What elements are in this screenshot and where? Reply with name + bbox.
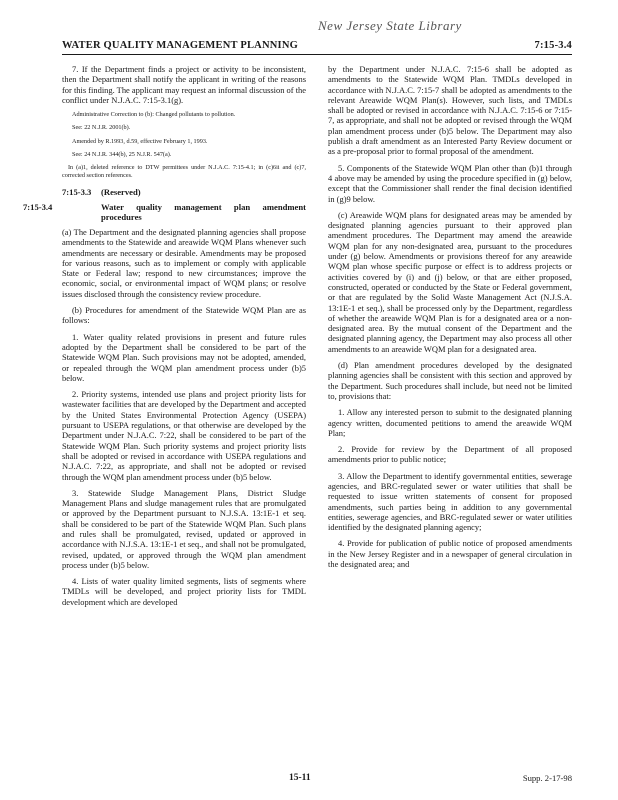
paragraph-b1: 1. Water quality related provisions in present and future rules adopted by the Department shall be considered to be part of the Statewide WQM Plan. Such provisions may not be adopted, amended, or repealed through the WQM plan amendment process under (b)5 below.	[62, 331, 306, 383]
history-note: Administrative Correction to (b): Changed pollutants to pollution.	[72, 111, 236, 119]
history-note: Amended by R.1993, d.59, effective February 1, 1993.	[72, 137, 208, 145]
header-section-number: 7:15-3.4	[534, 40, 572, 51]
paragraph-7: 7. If the Department finds a project or activity to be inconsistent, then the Department shall notify the applicant in writing of the reasons for this finding. The applicant may request an informal discussion of the conflict under N.J.A.C. 7:15-3.1(g).	[62, 64, 307, 105]
section-heading-3-3	[62, 187, 306, 197]
paragraph-b2: 2. Priority systems, intended use plans and project priority lists for wastewater facilities that are developed by the Department and accepted by the United States Environmental Protection Agency (USEPA) pursuant to USEPA regulations, or that otherwise are developed by the Department under N.J.A.C. 7:22, shall be considered to be part of the Statewide WQM Plan. Such priority systems and project priority lists shall be adopted or revised in accordance with USEPA regulations and N.J.A.C. 7:22, as appropriate, and shall not be adopted or revised through the WQM plan amendment process under (b)5 below.	[62, 389, 306, 482]
section-number: 7:15-3.3	[62, 186, 92, 197]
paragraph-d2: 2. Provide for review by the Department of all proposed amendments prior to public notice;	[328, 444, 572, 465]
section-title: Water quality management plan amendment procedures	[101, 201, 306, 222]
paragraph-d1: 1. Allow any interested person to submit to the designated planning agency written, documented petitions to amend the areawide WQM Plan;	[328, 407, 572, 438]
paragraph-c: (c) Areawide WQM plans for designated areas may be amended by designated planning agencies pursuant to their approved plan amendment procedures. The Department may amend the areawide WQM plan for any non-designated area, pursuant to the procedures under (g) below. Amendments or provisions thereof for any areawide WQM plan whose specific purpose or effect is to address projects or activities covered by (i) and (j) below, or that are either proposed, constructed, operated or conducted by the State or Federal government, or that are regulated by the Solid Waste Management Act (N.J.S.A. 13:1E-1 et seq.), shall be processed only by the Department, regardless of whether the areawide WQM Plan is for a designated area or a non-designated area. By the mutual consent of the Department and the designated planning agency, the Department may also process all other amendments to an areawide WQM plan for a designated area.	[328, 209, 572, 354]
supplement-date: Supp. 2-17-98	[522, 773, 572, 783]
header-rule	[62, 54, 572, 55]
history-note: See: 22 N.J.R. 2001(b).	[72, 124, 131, 132]
section-number: 7:15-3.4	[23, 201, 53, 212]
paragraph-b4-continued: by the Department under N.J.A.C. 7:15-6 shall be adopted as amendments to the Statewide WQM Plan. TMDLs developed in accordance with N.J.A.C. 7:15-7 shall be adopted as amendments to the relevant Areawide WQM Plan(s). However, such lists, and TMDLs shall be adopted or revised in accordance with N.J.A.C. 7:15-6 or 7:15-7, as appropriate, and shall not be adopted or revised through the WQM plan amendment process under (b)5 below. The Department may also publish a draft amendment as an Interested Party Review document or as a pre-proposal prior to formal proposal of the amendment.	[328, 64, 572, 157]
paragraph-b3: 3. Statewide Sludge Management Plans, District Sludge Management Plans and sludge management rules that are promulgated or approved by the Department pursuant to N.J.S.A. 13:1E-1 et seq. shall be considered to be part of the Statewide WQM Plan. Such plans and rules shall be promulgated, revised, updated or approved in accordance with N.J.S.A. 13:1E-1 et seq., and shall not be promulgated, revised, updated, or approved through the WQM plan amendment process under (b)5 below.	[62, 487, 306, 570]
paragraph-d3: 3. Allow the Department to identify governmental entities, sewerage agencies, and BRC-regulated sewer or water utilities that shall be requested to issue written statements of consent for proposed amendments, such parties being in addition to any governmental entities, sewerage agencies, and BRC-regulated sewer or water utilities identified by the designated planning agency;	[328, 470, 572, 533]
left-column	[23, 64, 307, 613]
history-note: In (a)1, deleted reference to DTW permittees under N.J.A.C. 7:15-4.1; in (c)6ii and (c)7, corrected section references.	[62, 164, 306, 179]
library-stamp: New Jersey State Library	[318, 18, 462, 33]
paragraph-a: (a) The Department and the designated planning agencies shall propose amendments to the Statewide and areawide WQM Plans whenever such amendments are necessary or desirable. Amendments may be proposed for various reasons, such as to implement or comply with applicable State or Federal law; respond to new circumstances; improve the economic, social, or environmental impact of WQM plans; or resolve issues disclosed through the consistency review procedure.	[62, 226, 306, 299]
paragraph-d: (d) Plan amendment procedures developed by the designated planning agencies shall be consistent with this section and approved by the Department. Such procedures shall include, but need not be limited to, provisions that:	[328, 360, 572, 401]
running-header	[62, 40, 572, 54]
history-note: See: 24 N.J.R. 344(b), 25 N.J.R. 547(a).	[72, 151, 172, 159]
right-column	[328, 64, 572, 575]
header-title: WATER QUALITY MANAGEMENT PLANNING	[62, 40, 298, 51]
paragraph-b: (b) Procedures for amendment of the Statewide WQM Plan are as follows:	[62, 305, 306, 326]
paragraph-d4: 4. Provide for publication of public notice of proposed amendments in the New Jersey Register and in a newspaper of general circulation in the designated area; and	[328, 538, 572, 570]
paragraph-b5: 5. Components of the Statewide WQM Plan other than (b)1 through 4 above may be amended by using the procedure specified in (g) below, except that the Commissioner shall render the final decision identified in (g)9 below.	[328, 162, 572, 204]
section-heading-3-4	[23, 201, 306, 222]
paragraph-b4: 4. Lists of water quality limited segments, lists of segments where TMDLs will be developed, and project priority lists for TMDL development which are developed	[62, 576, 306, 607]
page-number: 15-11	[289, 773, 311, 783]
section-title: (Reserved)	[101, 186, 141, 197]
